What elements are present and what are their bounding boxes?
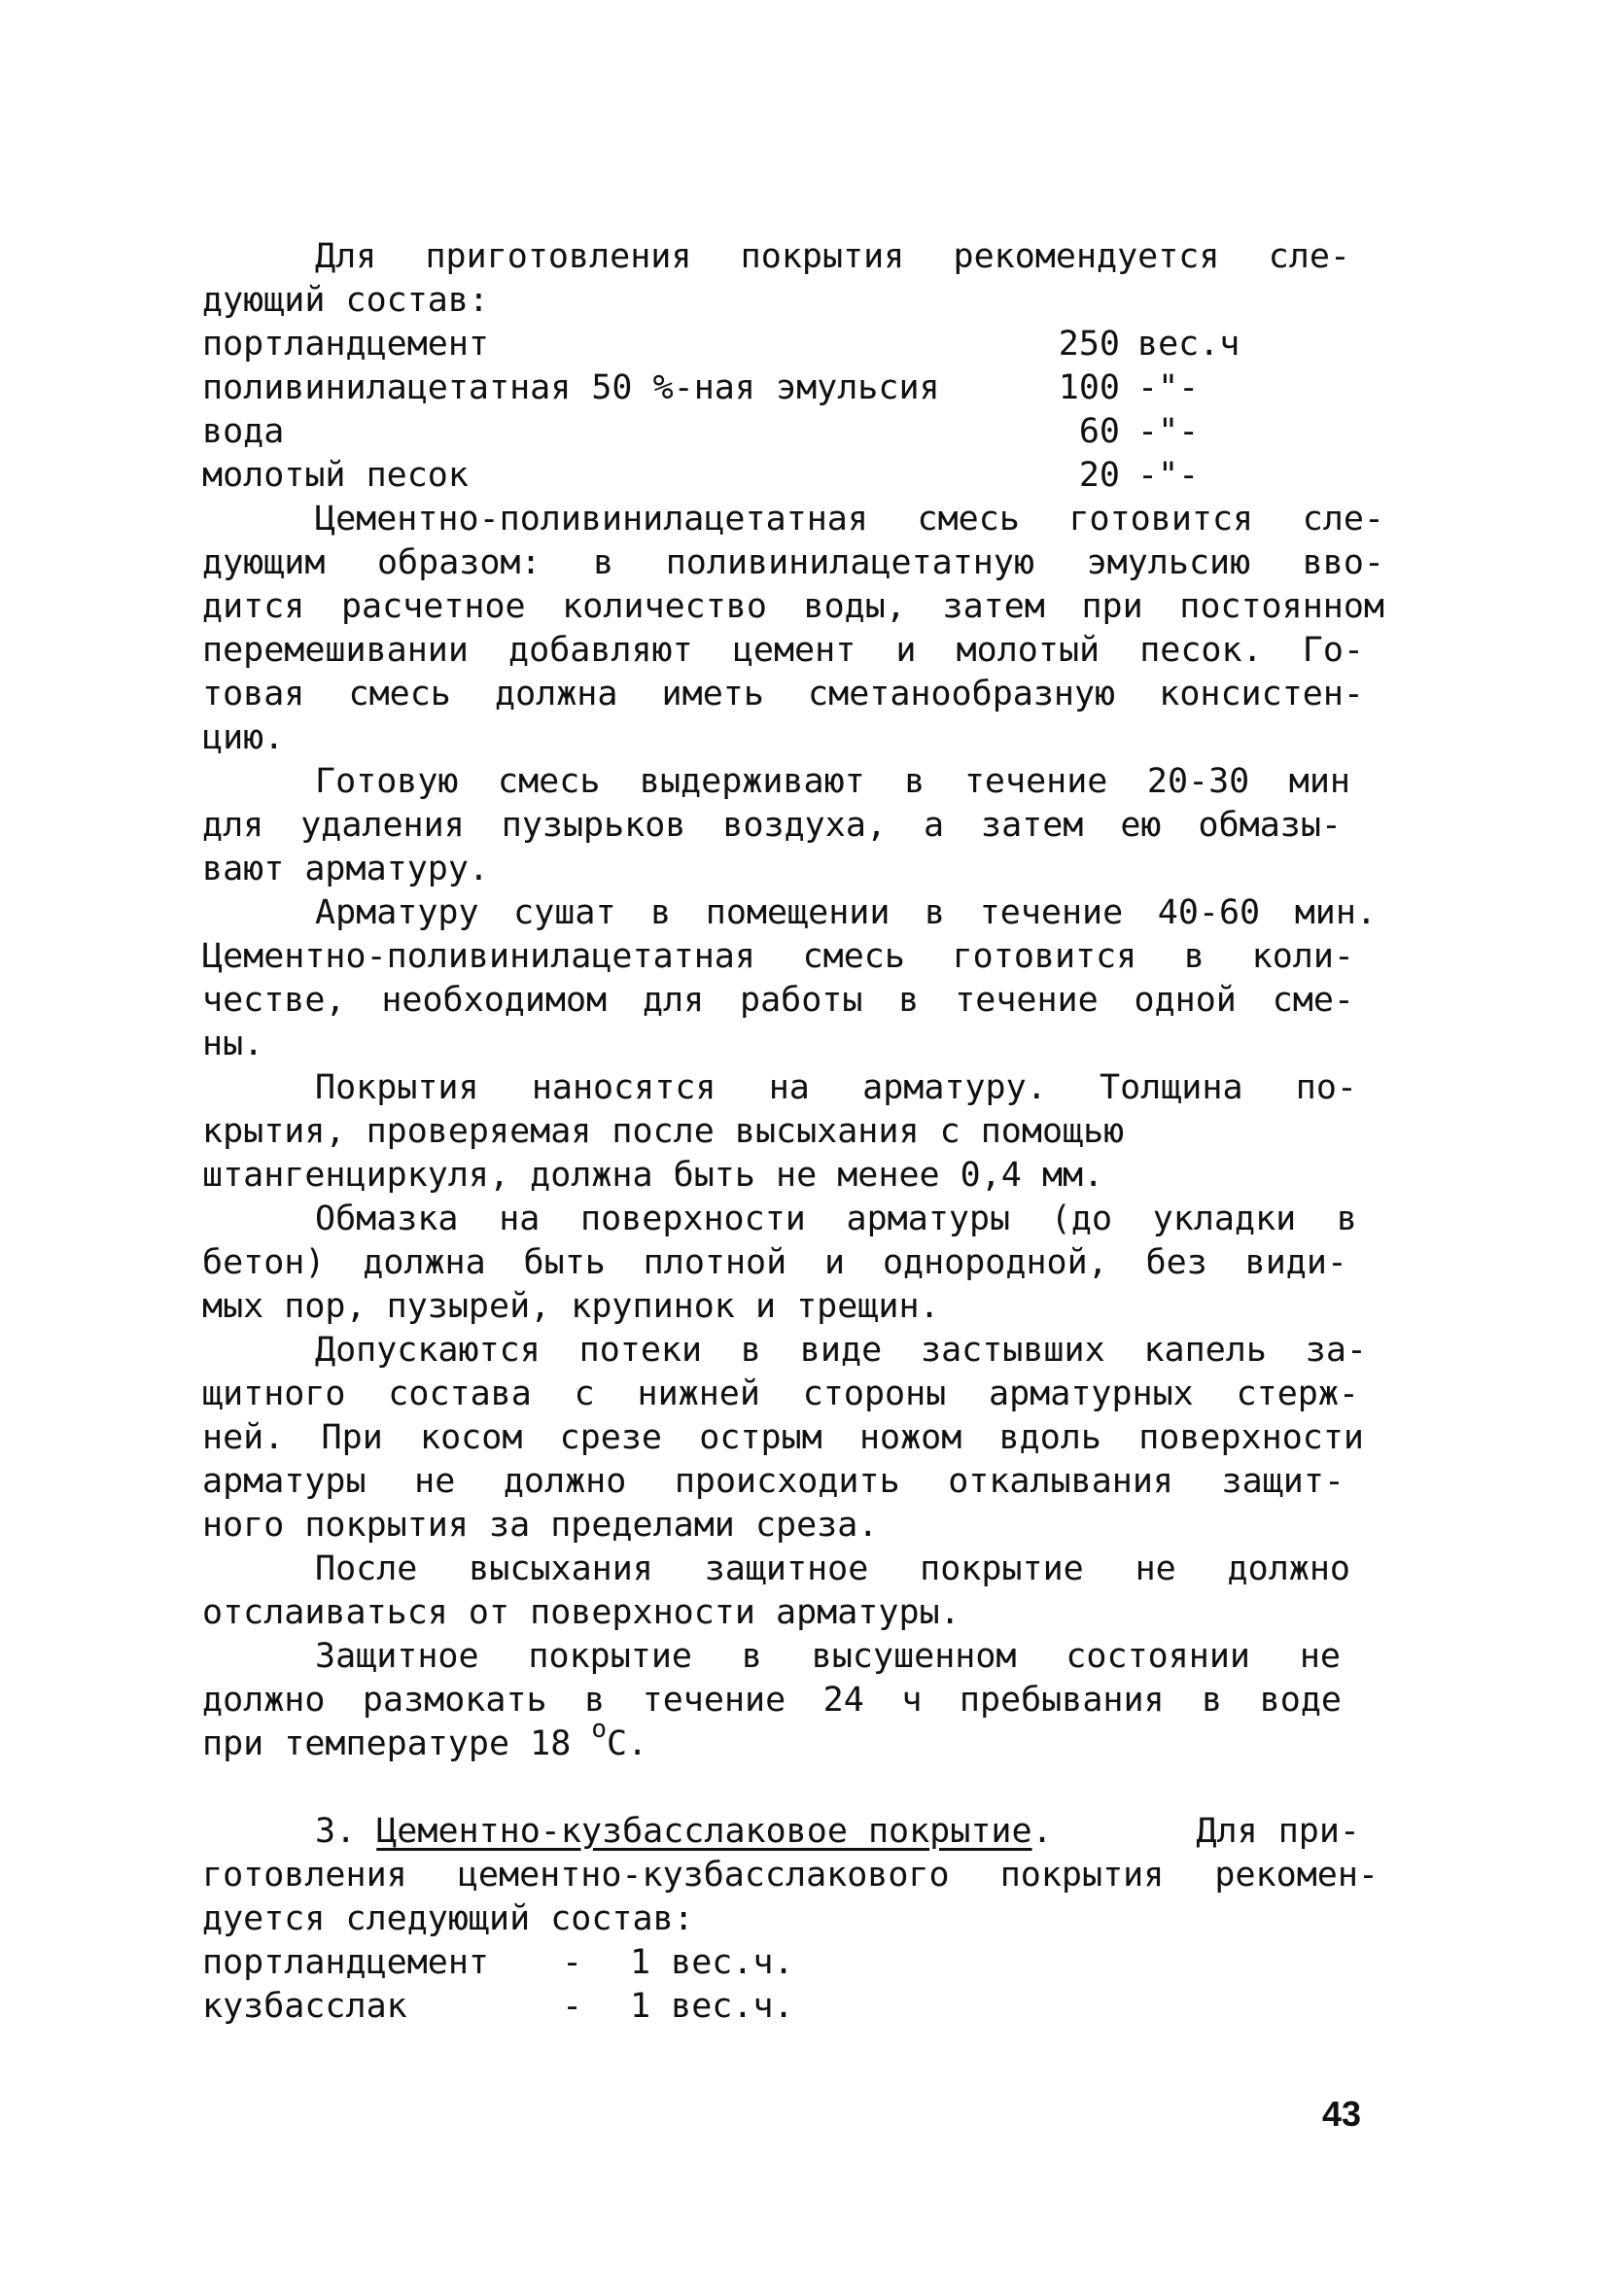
component-name: портландцемент bbox=[202, 325, 490, 364]
intro-line: Для приготовления покрытия рекомендуется сле- bbox=[315, 237, 1350, 276]
text-line: Цементно-поливинилацетатная смесь готовится сле- bbox=[315, 500, 1384, 539]
text-line: товая смесь должна иметь сметанообразную консистен- bbox=[202, 675, 1364, 713]
text-line: Обмазка на поверхности арматуры (до укладки в bbox=[315, 1200, 1357, 1238]
text-line: дуется следующий состав: bbox=[202, 1899, 694, 1938]
text-line: ней. При косом срезе острым ножом вдоль поверхности bbox=[202, 1418, 1364, 1457]
text-line: крытия, проверяемая после высыхания с помощью bbox=[202, 1112, 1125, 1151]
section-heading-line bbox=[315, 1810, 1360, 1854]
component-dash: - bbox=[562, 1943, 583, 1982]
text-fragment: при температуре 18 bbox=[202, 1724, 592, 1763]
text-line: После высыхания защитное покрытие не должно bbox=[315, 1549, 1350, 1588]
text-line: перемешивании добавляют цемент и молотый песок. Го- bbox=[202, 631, 1364, 670]
component-amount: 1 вес.ч. bbox=[630, 1987, 794, 2026]
text-line: должно размокать в течение 24 ч пребывания в воде bbox=[202, 1681, 1342, 1720]
component-dash: - bbox=[562, 1987, 583, 2026]
degree-sign: o bbox=[591, 1715, 608, 1744]
section-number: 3. bbox=[315, 1812, 357, 1851]
component-amount: 100 bbox=[1058, 368, 1120, 407]
page-number: 43 bbox=[1322, 2094, 1362, 2134]
text-line: щитного состава с нижней стороны арматурных стерж- bbox=[202, 1374, 1359, 1413]
text-fragment: С. bbox=[607, 1724, 648, 1763]
component-amount: 1 вес.ч. bbox=[630, 1943, 794, 1982]
component-unit: -"- bbox=[1137, 412, 1200, 451]
text-line bbox=[202, 1715, 648, 1766]
text-line: дится расчетное количество воды, затем при постоянном bbox=[202, 587, 1384, 626]
text-line: Покрытия наносятся на арматуру. Толщина по- bbox=[315, 1068, 1357, 1107]
component-amount: 20 bbox=[1078, 456, 1120, 495]
text-line: Арматуру сушат в помещении в течение 40-60 мин. bbox=[315, 893, 1377, 932]
text-line: Допускаются потеки в виде застывших капель за- bbox=[315, 1331, 1367, 1370]
component-unit: -"- bbox=[1137, 456, 1200, 495]
component-name: портландцемент bbox=[202, 1943, 490, 1982]
text-line: вают арматуру. bbox=[202, 850, 490, 888]
text-line: штангенциркуля, должна быть не менее 0,4 мм. bbox=[202, 1156, 1104, 1195]
text-line: цию. bbox=[202, 718, 285, 757]
text-line: Цементно-поливинилацетатная смесь готовится в коли- bbox=[202, 937, 1354, 976]
text-line: отслаиваться от поверхности арматуры. bbox=[202, 1593, 961, 1632]
text-line: мых пор, пузырей, крупинок и трещин. bbox=[202, 1287, 940, 1326]
intro-line: дующий состав: bbox=[202, 281, 490, 320]
text-line: дующим образом: в поливинилацетатную эмульсию вво- bbox=[202, 543, 1384, 582]
component-name: молотый песок bbox=[202, 456, 469, 495]
component-name: кузбасслак bbox=[202, 1987, 407, 2026]
section-title-end: . bbox=[1031, 1812, 1053, 1851]
component-amount: 250 bbox=[1058, 325, 1120, 364]
text-line: Защитное покрытие в высушенном состоянии не bbox=[315, 1637, 1341, 1676]
text-line: бетон) должна быть плотной и однородной, без види- bbox=[202, 1243, 1347, 1282]
text-line: честве, необходимом для работы в течение одной сме- bbox=[202, 981, 1354, 1020]
text-line: арматуры не должно происходить откалывания защит- bbox=[202, 1462, 1345, 1501]
text-line: ного покрытия за пределами среза. bbox=[202, 1506, 879, 1545]
text-fragment: Для при- bbox=[1196, 1812, 1360, 1851]
component-unit: вес.ч bbox=[1137, 325, 1240, 364]
component-name: поливинилацетатная 50 %-ная эмульсия bbox=[202, 368, 940, 407]
text-line: ны. bbox=[202, 1025, 264, 1063]
section-title: Цементно-кузбасслаковое покрытие bbox=[376, 1812, 1032, 1851]
text-line: готовления цементно-кузбасслакового покрытия рекомен- bbox=[202, 1856, 1379, 1895]
component-unit: -"- bbox=[1137, 368, 1200, 407]
text-line: Готовую смесь выдерживают в течение 20-30 мин bbox=[315, 762, 1350, 801]
component-name: вода bbox=[202, 412, 285, 451]
component-amount: 60 bbox=[1078, 412, 1120, 451]
text-line: для удаления пузырьков воздуха, а затем ею обмазы- bbox=[202, 806, 1342, 845]
